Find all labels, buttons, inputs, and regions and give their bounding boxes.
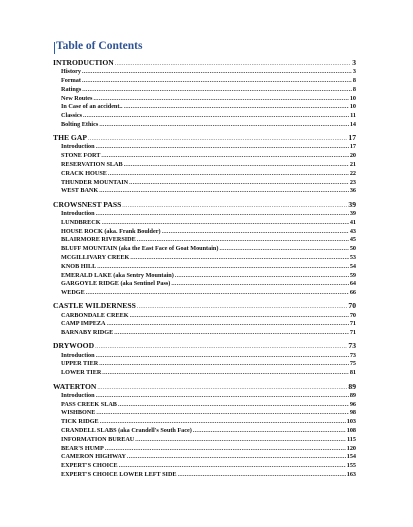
- toc-entry[interactable]: [53, 369, 356, 378]
- toc-page-number: 71: [349, 329, 356, 337]
- toc-section-title: WATERTON: [53, 381, 97, 391]
- dot-leader: [114, 329, 349, 338]
- dot-leader: [97, 263, 349, 272]
- toc-page-number: 75: [349, 360, 356, 368]
- toc-entry[interactable]: [53, 86, 356, 95]
- toc-entry-label: LUNDBRECK: [61, 218, 101, 226]
- toc-entry[interactable]: [53, 352, 356, 361]
- dot-leader: [95, 342, 347, 351]
- dot-leader: [96, 210, 349, 219]
- toc-page-number: 43: [349, 227, 356, 235]
- toc-entry-label: History: [61, 68, 81, 76]
- toc-page-number: 103: [346, 418, 356, 426]
- toc-section-title: DRYWOOD: [53, 341, 95, 351]
- dot-leader: [122, 201, 347, 210]
- toc-entry[interactable]: [53, 462, 356, 471]
- toc-entry-label: Bolting Ethics: [61, 120, 99, 128]
- toc-section-title: CROWSNEST PASS: [53, 199, 122, 209]
- toc-entry[interactable]: [53, 401, 356, 410]
- toc-entry[interactable]: [53, 445, 356, 454]
- toc-entry-label: CAMERON HIGHWAY: [61, 453, 126, 461]
- dot-leader: [115, 59, 351, 68]
- toc-entry[interactable]: [53, 263, 356, 272]
- toc-page-number: 41: [349, 218, 356, 226]
- dot-leader: [124, 103, 349, 112]
- toc-page-number: 8: [352, 85, 356, 93]
- toc-section: [53, 200, 356, 298]
- toc-entry-label: Classics: [61, 112, 82, 120]
- toc-entry[interactable]: [53, 236, 356, 245]
- toc-entry-label: GARGOYLE RIDGE (aka Sentinel Pass): [61, 280, 171, 288]
- toc-page-number: 22: [349, 169, 356, 177]
- dot-leader: [108, 170, 349, 179]
- toc-section-heading[interactable]: [53, 382, 356, 392]
- toc-section-heading[interactable]: [53, 133, 356, 143]
- toc-entry[interactable]: [53, 210, 356, 219]
- toc-entry[interactable]: [53, 254, 356, 263]
- toc-entry[interactable]: [53, 436, 356, 445]
- toc-entry-label: WISHBONE: [61, 409, 96, 417]
- toc-entry[interactable]: [53, 360, 356, 369]
- dot-leader: [129, 179, 349, 188]
- toc-page-number: 64: [349, 280, 356, 288]
- toc-entry[interactable]: [53, 77, 356, 86]
- dot-leader: [219, 245, 348, 254]
- toc-entry-label: Introduction: [61, 351, 95, 359]
- toc-entry-label: Format: [61, 76, 81, 84]
- toc-entry-label: BARNABY RIDGE: [61, 329, 114, 337]
- dot-leader: [107, 320, 349, 329]
- toc-page-number: 23: [349, 178, 356, 186]
- toc-entry[interactable]: [53, 272, 356, 281]
- toc-page-number: 73: [349, 351, 356, 359]
- dot-leader: [130, 254, 348, 263]
- toc-entry-label: TICK RIDGE: [61, 418, 99, 426]
- toc-page-number: 3: [352, 68, 356, 76]
- toc-page-number: 115: [347, 435, 356, 443]
- dot-leader: [105, 445, 346, 454]
- toc-entry-label: EXPERT'S CHOICE: [61, 462, 118, 470]
- dot-leader: [82, 68, 352, 77]
- toc-section-heading[interactable]: [53, 341, 356, 351]
- toc-page-number: 14: [349, 120, 356, 128]
- toc-page-number: 71: [349, 320, 356, 328]
- toc-entry-label: EMERALD LAKE (aka Sentry Mountain): [61, 271, 174, 279]
- toc-page-number: 66: [349, 289, 356, 297]
- toc-entry-label: RESERVATION SLAB: [61, 161, 123, 169]
- dot-leader: [175, 272, 349, 281]
- dot-leader: [82, 77, 352, 86]
- toc-entry[interactable]: [53, 418, 356, 427]
- toc-entry[interactable]: [53, 68, 356, 77]
- toc-page-number: 17: [349, 143, 356, 151]
- toc-entry[interactable]: [53, 453, 356, 462]
- toc-page-number: 10: [349, 94, 356, 102]
- toc-entry-label: UPPER TIER: [61, 360, 99, 368]
- toc-page-number: 154: [346, 453, 356, 461]
- toc-entry-label: THUNDER MOUNTAIN: [61, 178, 129, 186]
- toc-entry[interactable]: [53, 143, 356, 152]
- dot-leader: [118, 401, 349, 410]
- toc-entry-label: KNOB HILL: [61, 262, 97, 270]
- toc-entry-label: BLAIRMORE RIVERSIDE: [61, 236, 136, 244]
- dot-leader: [162, 228, 349, 237]
- toc-page-number: 11: [350, 112, 356, 120]
- toc-entry[interactable]: [53, 289, 356, 298]
- toc-section: [53, 58, 356, 130]
- dot-leader: [100, 418, 346, 427]
- dot-leader: [137, 302, 348, 311]
- text-cursor: [54, 42, 55, 54]
- toc-section-heading[interactable]: [53, 58, 356, 68]
- dot-leader: [88, 134, 347, 143]
- toc-entry-label: BEAR'S HUMP: [61, 444, 104, 452]
- dot-leader: [82, 86, 352, 95]
- toc-entry[interactable]: [53, 409, 356, 418]
- dot-leader: [193, 427, 346, 436]
- toc-page-number: 96: [349, 400, 356, 408]
- toc-entry-label: Ratings: [61, 85, 82, 93]
- dot-leader: [127, 453, 346, 462]
- toc-page-number: 50: [349, 245, 356, 253]
- toc-entry[interactable]: [53, 245, 356, 254]
- toc-page-number: 120: [346, 444, 356, 452]
- toc-section: [53, 301, 356, 338]
- toc-section-title: THE GAP: [53, 133, 87, 143]
- toc-entry-label: Introduction: [61, 143, 95, 151]
- toc-page-number: 70: [348, 301, 356, 311]
- toc-entry-label: INFORMATION BUREAU: [61, 435, 135, 443]
- toc-page-number: 155: [346, 462, 356, 470]
- toc-section: [53, 133, 356, 196]
- toc-entry[interactable]: [53, 187, 356, 196]
- toc-page-number: 45: [349, 236, 356, 244]
- toc-page-number: 21: [349, 161, 356, 169]
- toc-page-number: 163: [346, 470, 356, 478]
- toc-page-number: 73: [348, 341, 356, 351]
- toc-entry-label: STONE FORT: [61, 152, 101, 160]
- toc-entry-label: LOWER TIER: [61, 369, 102, 377]
- toc-entry-label: PASS CREEK SLAB: [61, 400, 117, 408]
- toc-entry[interactable]: [53, 152, 356, 161]
- toc-entry-label: Introduction: [61, 209, 95, 217]
- toc-entry[interactable]: [53, 320, 356, 329]
- toc-entry[interactable]: [53, 103, 356, 112]
- toc-entry-label: EXPERT'S CHOICE LOWER LEFT SIDE: [61, 470, 177, 478]
- table-of-contents: [53, 58, 356, 483]
- dot-leader: [96, 143, 349, 152]
- toc-entry[interactable]: [53, 112, 356, 121]
- dot-leader: [93, 95, 348, 104]
- toc-entry[interactable]: [53, 329, 356, 338]
- toc-page-number: 10: [349, 103, 356, 111]
- toc-page-number: 17: [348, 133, 356, 143]
- toc-entry-label: WEDGE: [61, 289, 85, 297]
- dot-leader: [83, 112, 349, 121]
- toc-entry[interactable]: [53, 95, 356, 104]
- toc-page-number: 54: [349, 262, 356, 270]
- toc-page-number: 59: [349, 271, 356, 279]
- toc-section: [53, 341, 356, 378]
- toc-entry-label: CARBONDALE CREEK: [61, 311, 129, 319]
- dot-leader: [96, 392, 349, 401]
- toc-entry-label: CRACK HOUSE: [61, 169, 107, 177]
- toc-entry[interactable]: [53, 392, 356, 401]
- toc-entry[interactable]: [53, 280, 356, 289]
- toc-entry[interactable]: [53, 471, 356, 480]
- toc-section-title: INTRODUCTION: [53, 58, 114, 67]
- toc-page-number: 89: [349, 391, 356, 399]
- toc-page-number: 98: [349, 409, 356, 417]
- toc-entry[interactable]: [53, 121, 356, 130]
- toc-entry-label: New Routes: [61, 94, 93, 102]
- toc-section: [53, 382, 356, 480]
- toc-section-heading[interactable]: [53, 200, 356, 210]
- toc-page-number: 20: [349, 152, 356, 160]
- toc-entry-label: BLUFF MOUNTAIN (aka the East Face of Goat Mountain): [61, 245, 219, 253]
- toc-entry[interactable]: [53, 427, 356, 436]
- toc-entry-label: In Case of an accident..: [61, 103, 123, 111]
- dot-leader: [178, 471, 346, 480]
- toc-page-number: 81: [349, 369, 356, 377]
- dot-leader: [135, 436, 346, 445]
- toc-page-number: 108: [346, 426, 356, 434]
- dot-leader: [130, 312, 349, 321]
- toc-entry-label: HOUSE ROCK (aka. Frank Boulder): [61, 227, 161, 235]
- toc-entry[interactable]: [53, 179, 356, 188]
- dot-leader: [96, 352, 349, 361]
- toc-page-number: 36: [349, 187, 356, 195]
- toc-entry[interactable]: [53, 228, 356, 237]
- toc-page-number: 89: [348, 381, 356, 391]
- toc-page-number: 39: [348, 199, 356, 209]
- toc-entry[interactable]: [53, 161, 356, 170]
- dot-leader: [102, 369, 349, 378]
- toc-page-number: 8: [352, 76, 356, 84]
- dot-leader: [101, 152, 348, 161]
- toc-page-number: 53: [349, 253, 356, 261]
- dot-leader: [86, 289, 349, 298]
- toc-page-number: 70: [349, 311, 356, 319]
- dot-leader: [119, 462, 346, 471]
- toc-entry-label: WEST BANK: [61, 187, 99, 195]
- toc-entry-label: MCGILLIVARY CREEK: [61, 253, 130, 261]
- toc-heading[interactable]: Table of Contents: [56, 40, 143, 52]
- dot-leader: [97, 383, 347, 392]
- toc-section-heading[interactable]: [53, 301, 356, 311]
- toc-entry[interactable]: [53, 312, 356, 321]
- dot-leader: [99, 187, 349, 196]
- toc-entry[interactable]: [53, 170, 356, 179]
- toc-page-number: 39: [349, 209, 356, 217]
- dot-leader: [137, 236, 349, 245]
- toc-entry-label: CRANDELL SLABS (aka Crandell's South Face): [61, 426, 192, 434]
- dot-leader: [102, 219, 349, 228]
- dot-leader: [96, 409, 348, 418]
- toc-entry-label: CAMP IMPEZA: [61, 320, 106, 328]
- toc-entry-label: Introduction: [61, 391, 95, 399]
- dot-leader: [99, 360, 349, 369]
- toc-section-title: CASTLE WILDERNESS: [53, 301, 136, 311]
- dot-leader: [124, 161, 349, 170]
- dot-leader: [171, 280, 348, 289]
- toc-entry[interactable]: [53, 219, 356, 228]
- toc-page-number: 3: [352, 58, 356, 67]
- dot-leader: [99, 121, 349, 130]
